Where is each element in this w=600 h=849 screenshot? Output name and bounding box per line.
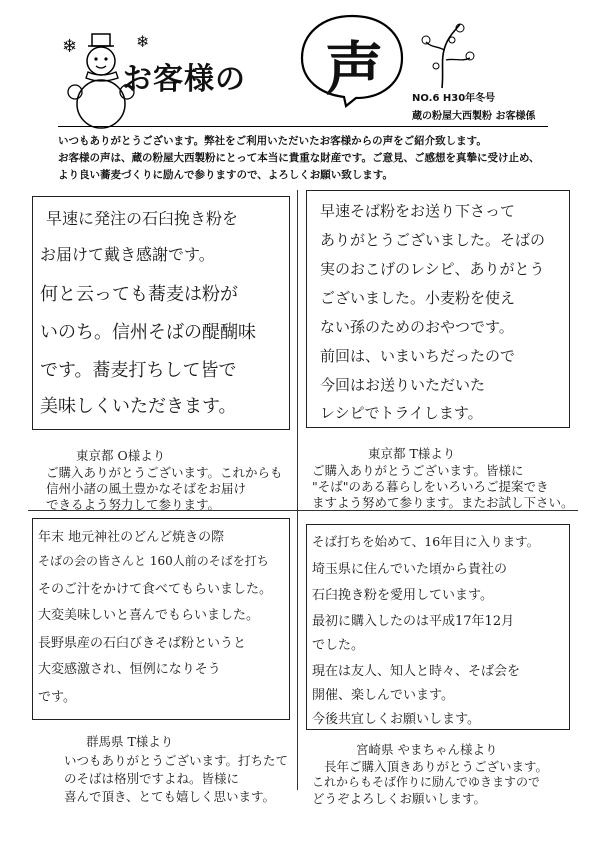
comment-line: 大変美味しいと喜んでもらいました。 <box>38 608 260 623</box>
comment-line: でした。 <box>312 638 365 653</box>
comment-line: 何と云っても蕎麦は粉が <box>40 284 238 305</box>
staff-reply-line: ご購入ありがとうございます。皆様に <box>312 463 524 478</box>
comment-line: 長野県産の石臼びきそば粉というと <box>38 636 247 651</box>
staff-reply-line: いつもありがとうございます。打ちたて <box>64 753 289 768</box>
publisher-name: 蔵の粉屋大西製粉 お客様係 <box>412 111 536 122</box>
column-divider <box>297 190 298 790</box>
staff-reply-line: ますよう努めて参ります。またお試し下さい。 <box>312 495 574 510</box>
staff-reply-line: これからもそば作りに励んでゆきますので <box>312 775 541 789</box>
comment-line: レシピでトライします。 <box>320 404 483 422</box>
plum-blossom-icon <box>412 20 482 90</box>
customer-location: 東京都 O様より <box>76 448 166 463</box>
customer-location: 群馬県 T様より <box>86 734 174 749</box>
header-divider <box>58 126 548 127</box>
comment-line: そば打ちを始めて、16年目に入ります。 <box>312 534 540 549</box>
staff-reply-line: 喜んで頂き、とても嬉しく思います。 <box>64 789 276 804</box>
comment-line: ありがとうございました。そばの <box>320 231 546 249</box>
staff-reply-line: 長年ご購入頂きありがとうございます。 <box>324 759 549 774</box>
comment-line: そのご汁をかけて食べてもらいました。 <box>38 582 273 597</box>
staff-reply-line: ご購入ありがとうございます。これからも <box>46 465 283 480</box>
intro-text <box>58 133 558 184</box>
comment-line: ございました。小麦粉を使え <box>320 289 516 307</box>
comment-line: 前回は、いまいちだったので <box>320 347 516 365</box>
comment-line: ない孫のためのおやつです。 <box>320 318 514 336</box>
comment-line: お届けて戴き感謝です。 <box>40 245 215 264</box>
comment-line: です。 <box>38 690 76 705</box>
staff-reply-line: "そば"のある暮らしをいろいろご提案でき <box>312 479 549 494</box>
comment-line: です。蕎麦打ちして皆で <box>40 360 237 381</box>
staff-reply-line: できるよう努力して参ります。 <box>46 497 221 512</box>
staff-reply-line: のそばは格別ですよね。皆様に <box>64 771 240 786</box>
comment-line: 美味しくいただきます。 <box>40 396 237 417</box>
comment-line: 現在は友人、知人と時々、そば会を <box>312 664 521 679</box>
snowflake-icon: ❄ <box>62 36 78 57</box>
comment-line: 石臼挽き粉を愛用しています。 <box>312 588 493 603</box>
bubble-character: 声 <box>324 35 383 103</box>
snowflake-icon: ❄ <box>136 32 150 51</box>
comment-line: 早速に発注の石臼挽き粉を <box>46 209 239 228</box>
comment-line: そばの会の皆さんと 160人前のそばを打ち <box>38 554 269 568</box>
comment-line: 大変感激され、恒例になりそう <box>38 662 221 677</box>
comment-line: 今回はお送りいただいた <box>320 376 486 394</box>
issue-number: NO.6 H30年冬号 <box>412 93 496 104</box>
staff-reply-line: 信州小諸の風土豊かなそばをお届け <box>46 481 247 496</box>
intro-line: いつもありがとうございます。弊社をご利用いただいたお客様からの声をご紹介致します。 <box>58 135 487 147</box>
customer-location: 宮崎県 やまちゃん様より <box>356 742 498 757</box>
comment-line: 最初に購入したのは平成17年12月 <box>312 614 515 629</box>
comment-line: 年末 地元神社のどんど焼きの際 <box>38 530 225 545</box>
staff-reply-line: どうぞよろしくお願いします。 <box>312 791 487 806</box>
intro-line: お客様の声は、蔵の粉屋大西製粉にとって本当に貴重な財産です。ご意見、ご感想を真摯に受け止め、 <box>58 152 540 164</box>
customer-location: 東京都 T様より <box>368 446 456 461</box>
comment-line: いのち。信州そばの醍醐味 <box>40 322 256 343</box>
comment-line: 開催、楽しんでいます。 <box>312 688 454 703</box>
comment-line: 今後共宜しくお願いします。 <box>312 712 480 727</box>
page-title: お客様の <box>122 62 246 97</box>
intro-line: より良い蕎麦づくりに励んで参りますので、よろしくお願い致します。 <box>58 169 393 181</box>
comment-line: 実のおこげのレシピ、ありがとう <box>320 260 545 278</box>
comment-line: 早速そば粉をお送り下さって <box>320 202 516 220</box>
comment-line: 埼玉県に住んでいた頃から貴社の <box>312 562 508 577</box>
